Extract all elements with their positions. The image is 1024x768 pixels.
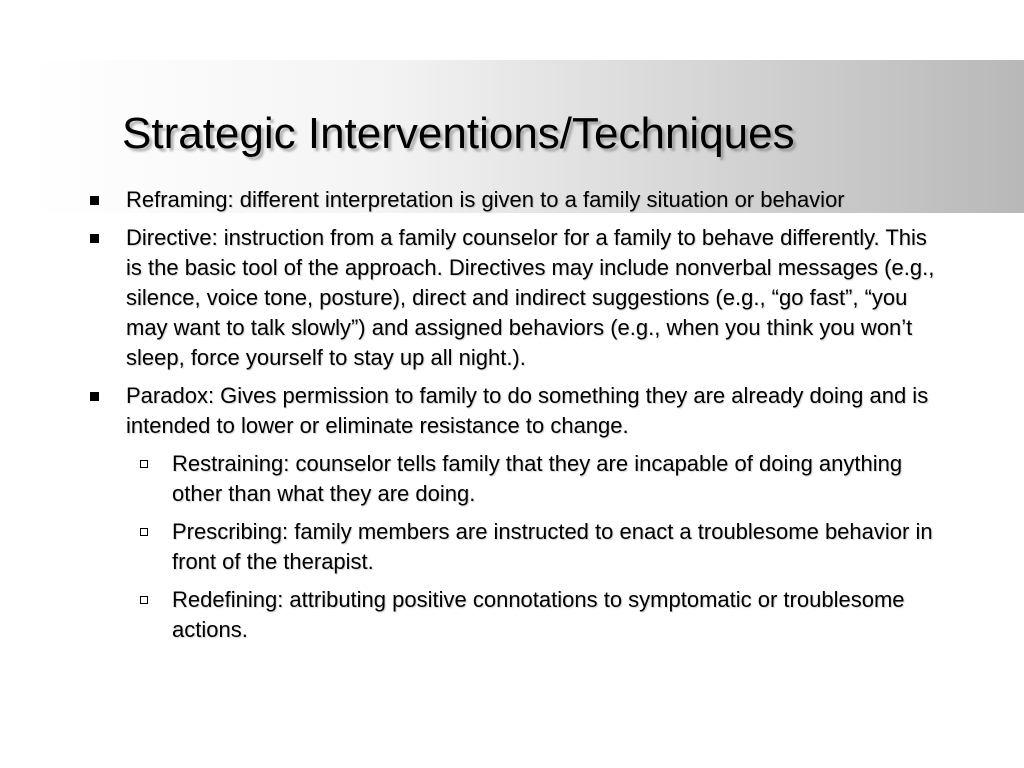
subbullet-item-prescribing [84, 517, 944, 577]
bullet-item-directive [84, 223, 944, 373]
subbullet-item-redefining [84, 585, 944, 645]
bullet-text: Reframing: different interpretation is given to a family situation or behavior [126, 187, 845, 212]
slide-title: Strategic Interventions/Techniques [122, 109, 795, 158]
bullet-text: Directive: instruction from a family counselor for a family to behave differently. This is the basic tool of the approach. Directives may include nonverbal messages (e.g., silence, voice tone, posture), direct and indirect suggestions (e.g., “go fast”, “you may want to talk slowly”) and assigned behaviors (e.g., when you think you won’t sleep, force yourself to stay up all night.). [126, 225, 935, 370]
square-bullet-icon [90, 196, 99, 205]
bullet-item-paradox [84, 381, 944, 441]
bullet-list [84, 185, 944, 653]
hollow-square-bullet-icon [140, 596, 148, 604]
bullet-text: Paradox: Gives permission to family to do something they are already doing and is intended to lower or eliminate resistance to change. [126, 383, 929, 438]
square-bullet-icon [90, 234, 99, 243]
subbullet-text: Restraining: counselor tells family that they are incapable of doing anything other than what they are doing. [172, 451, 903, 506]
subbullet-text: Redefining: attributing positive connotations to symptomatic or troublesome actions. [172, 587, 905, 642]
hollow-square-bullet-icon [140, 528, 148, 536]
hollow-square-bullet-icon [140, 460, 148, 468]
subbullet-item-restraining [84, 449, 944, 509]
square-bullet-icon [90, 392, 99, 401]
bullet-item-reframing [84, 185, 944, 215]
subbullet-text: Prescribing: family members are instructed to enact a troublesome behavior in front of the therapist. [172, 519, 933, 574]
